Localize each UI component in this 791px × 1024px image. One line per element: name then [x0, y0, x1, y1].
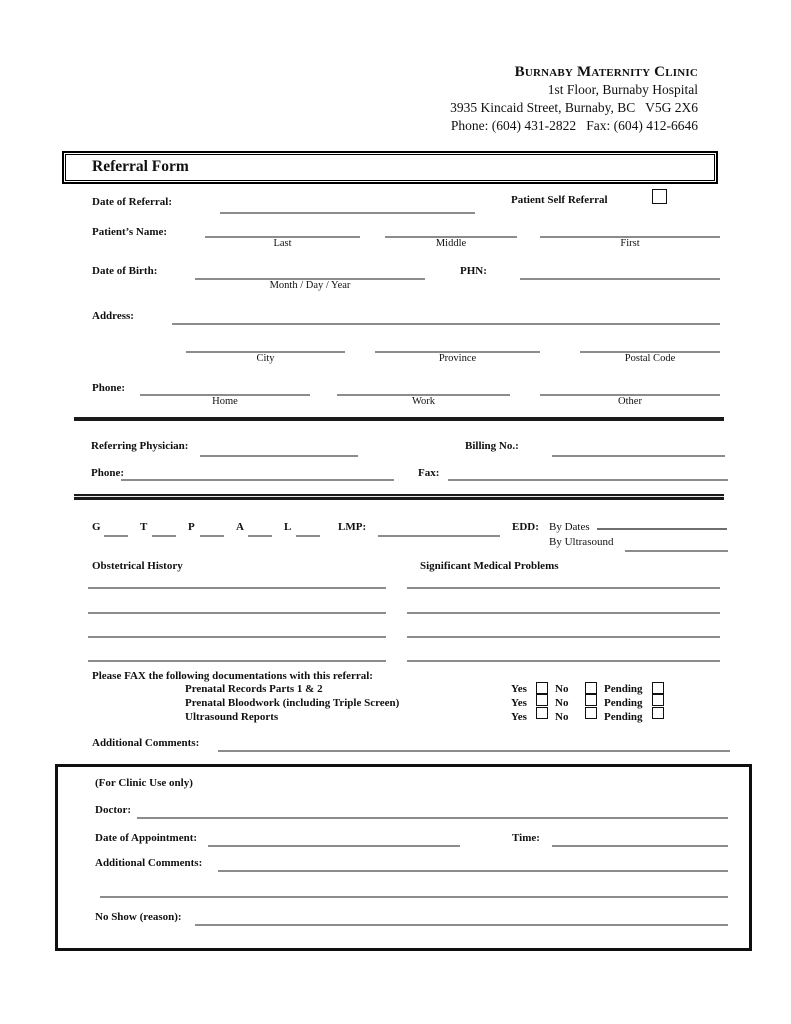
date-of-birth-field[interactable]: [195, 278, 425, 292]
date-of-referral-label: Date of Referral:: [92, 196, 173, 208]
fax-item-3-yes-label: Yes: [511, 711, 527, 723]
billing-no-field[interactable]: [552, 455, 725, 457]
name-last-field[interactable]: [205, 236, 360, 250]
clinic-name: Burnaby Maternity Clinic: [514, 64, 698, 80]
fax-item-2-pending-label: Pending: [604, 697, 643, 709]
clinic-use-heading: (For Clinic Use only): [95, 777, 193, 789]
obstetrical-history-line-1[interactable]: [88, 587, 386, 589]
fax-item-2-yes-checkbox[interactable]: [536, 694, 548, 706]
appointment-date-label: Date of Appointment:: [95, 832, 198, 844]
clinic-address-line-1: 1st Floor, Burnaby Hospital: [547, 82, 698, 97]
fax-item-1-pending-label: Pending: [604, 683, 643, 695]
phone-home-sublabel: Home: [212, 396, 238, 407]
abortus-label: A: [236, 521, 244, 533]
phn-field[interactable]: [520, 278, 720, 280]
name-middle-sublabel: Middle: [435, 238, 467, 249]
fax-item-1-label: Prenatal Records Parts 1 & 2: [185, 683, 323, 695]
obstetrical-history-line-4[interactable]: [88, 660, 386, 662]
fax-item-2-yes-label: Yes: [511, 697, 527, 709]
phone-other-sublabel: Other: [618, 396, 642, 407]
name-middle-field[interactable]: [385, 236, 517, 250]
patients-name-label: Patient’s Name:: [92, 226, 168, 238]
referral-form-title-inner: [65, 154, 715, 181]
date-of-birth-format-sublabel: Month / Day / Year: [269, 280, 351, 291]
clinic-comments-field[interactable]: [218, 870, 728, 872]
address-label: Address:: [92, 310, 134, 322]
living-label: L: [284, 521, 292, 533]
city-field[interactable]: [186, 351, 345, 365]
phone-work-sublabel: Work: [411, 396, 436, 407]
billing-no-label: Billing No.:: [465, 440, 519, 452]
fax-item-2-no-label: No: [555, 697, 569, 709]
postal-code-field[interactable]: [580, 351, 720, 365]
phone-work-field[interactable]: [337, 394, 510, 408]
significant-medical-problems-heading: Significant Medical Problems: [420, 560, 559, 572]
city-sublabel: City: [256, 353, 275, 364]
physician-phone-field[interactable]: [121, 479, 394, 481]
doctor-field[interactable]: [137, 817, 728, 819]
obstetrical-history-line-3[interactable]: [88, 636, 386, 638]
fax-documents-intro: Please FAX the following documentations with this referral:: [92, 670, 373, 682]
para-label: P: [188, 521, 195, 533]
physician-phone-label: Phone:: [91, 467, 124, 479]
medical-problems-line-1[interactable]: [407, 587, 720, 589]
referring-physician-label: Referring Physician:: [91, 440, 189, 452]
obstetrical-history-line-2[interactable]: [88, 612, 386, 614]
edd-by-dates-label: By Dates: [549, 521, 590, 533]
phone-home-field[interactable]: [140, 394, 310, 408]
province-field[interactable]: [375, 351, 540, 365]
edd-by-dates-field[interactable]: [597, 528, 727, 530]
abortus-field[interactable]: [248, 535, 272, 537]
term-label: T: [140, 521, 148, 533]
medical-problems-line-3[interactable]: [407, 636, 720, 638]
phone-other-field[interactable]: [540, 394, 720, 408]
additional-comments-label: Additional Comments:: [92, 737, 200, 749]
term-field[interactable]: [152, 535, 176, 537]
fax-item-3-no-checkbox[interactable]: [585, 707, 597, 719]
name-first-field[interactable]: [540, 236, 720, 250]
fax-item-1-no-checkbox[interactable]: [585, 682, 597, 694]
name-first-sublabel: First: [620, 238, 640, 249]
no-show-label: No Show (reason):: [95, 911, 182, 923]
physician-fax-field[interactable]: [448, 479, 728, 481]
name-last-sublabel: Last: [273, 238, 292, 249]
medical-problems-line-2[interactable]: [407, 612, 720, 614]
patient-self-referral-checkbox[interactable]: [652, 189, 667, 204]
appointment-time-field[interactable]: [552, 845, 728, 847]
fax-item-2-label: Prenatal Bloodwork (including Triple Screen): [185, 697, 400, 709]
province-sublabel: Province: [438, 353, 477, 364]
clinic-address-line-2: 3935 Kincaid Street, Burnaby, BC V5G 2X6: [450, 100, 698, 115]
section-divider-1: [74, 417, 724, 421]
doctor-label: Doctor:: [95, 804, 132, 816]
section-divider-2: [74, 494, 724, 500]
date-of-referral-field[interactable]: [220, 212, 475, 214]
fax-item-2-no-checkbox[interactable]: [585, 694, 597, 706]
gravida-field[interactable]: [104, 535, 128, 537]
fax-item-1-yes-label: Yes: [511, 683, 527, 695]
clinic-comments-field-line-2[interactable]: [100, 896, 728, 898]
referring-physician-field[interactable]: [200, 455, 358, 457]
clinic-comments-label: Additional Comments:: [95, 857, 203, 869]
fax-item-3-pending-label: Pending: [604, 711, 643, 723]
fax-item-2-pending-checkbox[interactable]: [652, 694, 664, 706]
para-field[interactable]: [200, 535, 224, 537]
fax-item-3-label: Ultrasound Reports: [185, 711, 279, 723]
fax-item-3-yes-checkbox[interactable]: [536, 707, 548, 719]
phn-label: PHN:: [460, 265, 487, 277]
letterhead: [450, 63, 698, 135]
appointment-date-field[interactable]: [208, 845, 460, 847]
additional-comments-field[interactable]: [218, 750, 730, 752]
fax-item-1-pending-checkbox[interactable]: [652, 682, 664, 694]
fax-item-1-no-label: No: [555, 683, 569, 695]
lmp-field[interactable]: [378, 535, 500, 537]
referral-form-title-box: [62, 151, 718, 184]
gravida-label: G: [92, 521, 101, 533]
no-show-field[interactable]: [195, 924, 728, 926]
date-of-birth-label: Date of Birth:: [92, 265, 158, 277]
edd-by-ultrasound-label: By Ultrasound: [549, 536, 614, 548]
patient-phone-label: Phone:: [92, 382, 125, 394]
obstetrical-history-heading: Obstetrical History: [92, 560, 183, 572]
appointment-time-label: Time:: [512, 832, 540, 844]
postal-code-sublabel: Postal Code: [624, 353, 676, 364]
patient-self-referral-label: Patient Self Referral: [511, 194, 608, 206]
medical-problems-line-4[interactable]: [407, 660, 720, 662]
living-field[interactable]: [296, 535, 320, 537]
address-field[interactable]: [172, 323, 720, 325]
lmp-label: LMP:: [338, 521, 367, 533]
clinic-phone-fax-line: Phone: (604) 431-2822 Fax: (604) 412-6646: [450, 118, 698, 133]
edd-by-ultrasound-field[interactable]: [625, 550, 728, 552]
page-title: Referral Form: [92, 158, 189, 175]
fax-item-3-no-label: No: [555, 711, 569, 723]
fax-item-3-pending-checkbox[interactable]: [652, 707, 664, 719]
fax-item-1-yes-checkbox[interactable]: [536, 682, 548, 694]
physician-fax-label: Fax:: [418, 467, 440, 479]
edd-label: EDD:: [512, 521, 539, 533]
